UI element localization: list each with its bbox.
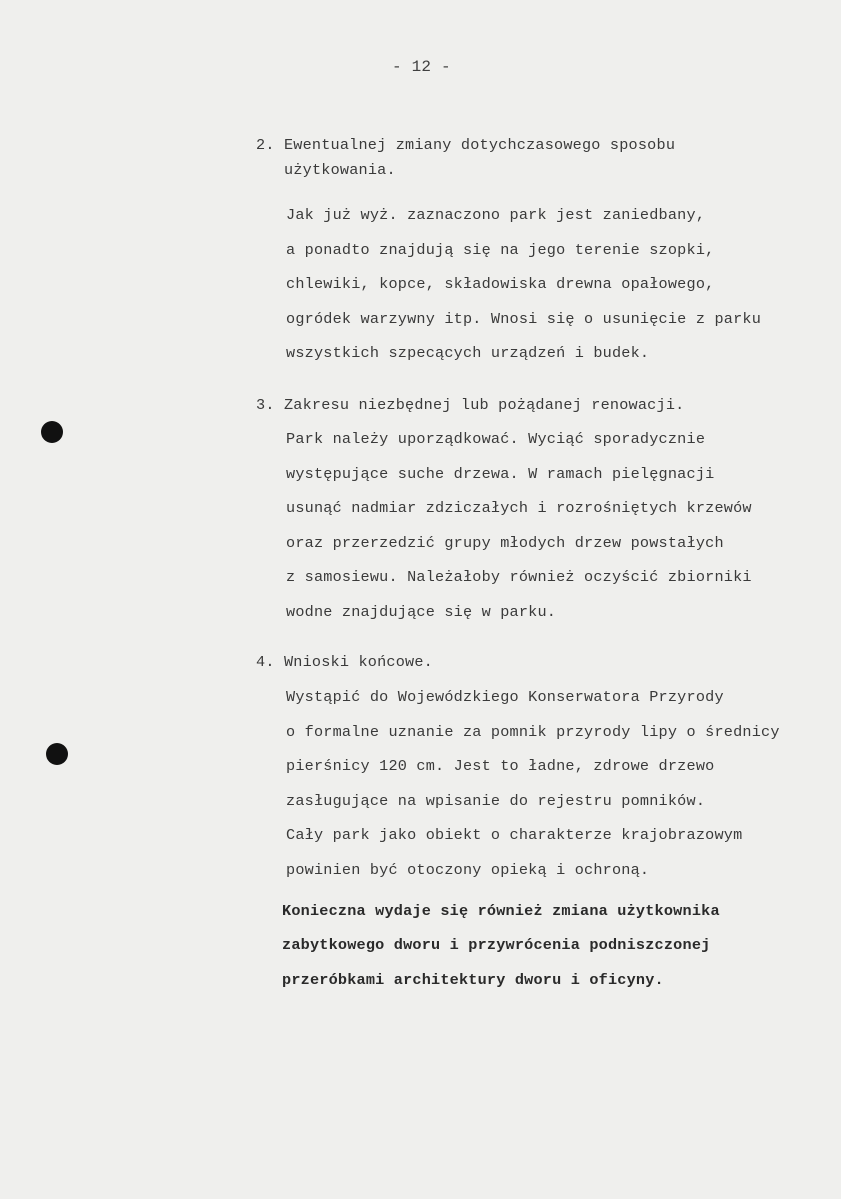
section-2-line: chlewiki, kopce, składowiska drewna opałowego, xyxy=(286,275,715,293)
section-4-line: Cały park jako obiekt o charakterze krajobrazowym xyxy=(286,826,743,844)
section-2-line: wszystkich szpecących urządzeń i budek. xyxy=(286,344,650,362)
section-3-line: występujące suche drzewa. W ramach pielęgnacji xyxy=(286,465,715,483)
section-4-line: powinien być otoczony opieką i ochroną. xyxy=(286,861,650,879)
section-3-line: usunąć nadmiar zdziczałych i rozrośniętych krzewów xyxy=(286,499,752,517)
section-3-line: z samosiewu. Należałoby również oczyścić zbiorniki xyxy=(286,568,752,586)
section-2-line: Jak już wyż. zaznaczono park jest zaniedbany, xyxy=(286,206,706,224)
punch-hole-top xyxy=(41,421,63,443)
section-3-line: Park należy uporządkować. Wyciąć sporadycznie xyxy=(286,430,706,448)
section-2-heading-cont: użytkowania. xyxy=(284,161,396,179)
page-number: - 12 - xyxy=(392,58,451,76)
section-4-line: Wystąpić do Wojewódzkiego Konserwatora Przyrody xyxy=(286,688,724,706)
section-4-line: zasługujące na wpisanie do rejestru pomników. xyxy=(286,792,706,810)
closing-line: przeróbkami architektury dworu i oficyny. xyxy=(282,971,664,989)
section-4-line: o formalne uznanie za pomnik przyrody lipy o średnicy xyxy=(286,723,780,741)
section-2-line: a ponadto znajdują się na jego terenie szopki, xyxy=(286,241,715,259)
section-4-line: pierśnicy 120 cm. Jest to ładne, zdrowe drzewo xyxy=(286,757,715,775)
section-2-line: ogródek warzywny itp. Wnosi się o usunięcie z parku xyxy=(286,310,762,328)
closing-line: Konieczna wydaje się również zmiana użytkownika xyxy=(282,902,720,920)
punch-hole-bottom xyxy=(46,743,68,765)
section-3-line: wodne znajdujące się w parku. xyxy=(286,603,557,621)
closing-line: zabytkowego dworu i przywrócenia podniszczonej xyxy=(282,936,711,954)
section-3-line: oraz przerzedzić grupy młodych drzew powstałych xyxy=(286,534,724,552)
section-3-heading: 3. Zakresu niezbędnej lub pożądanej renowacji. xyxy=(256,396,685,414)
section-2-heading: 2. Ewentualnej zmiany dotychczasowego sposobu xyxy=(256,136,676,154)
section-4-heading: 4. Wnioski końcowe. xyxy=(256,653,433,671)
